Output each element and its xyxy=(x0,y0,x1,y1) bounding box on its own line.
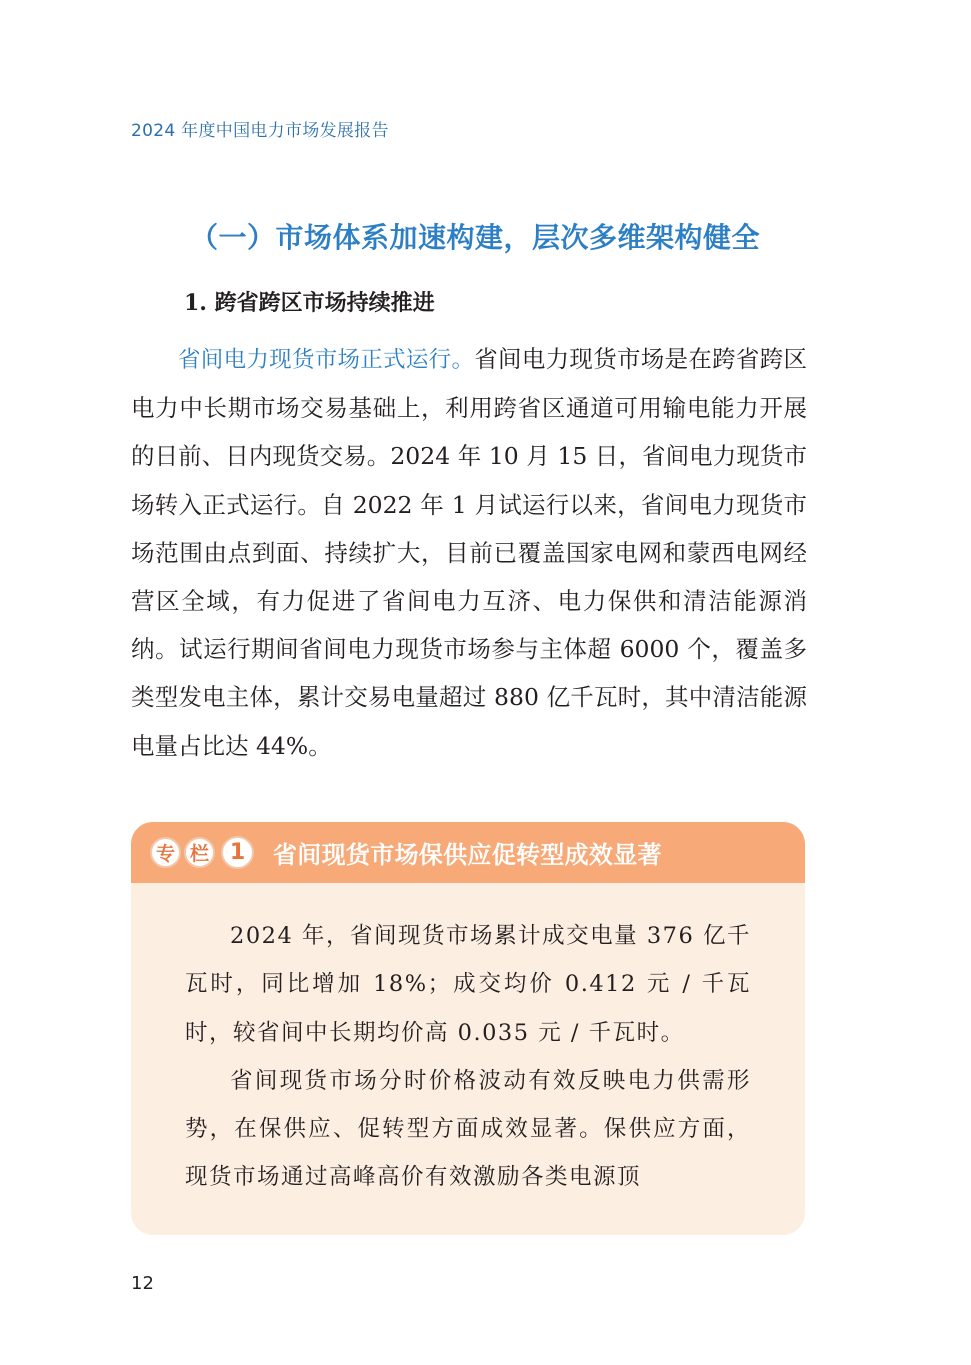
paragraph-text: 省间电力现货市场是在跨省跨区电力中长期市场交易基础上，利用跨省区通道可用输电能力开展的日前、日内现货交易。2024 年 10 月 15 日，省间电力现货市场转入正式运行。自 2022 年 1 月试运行以来，省间电力现货市场范围由点到面、持续扩大，目前已覆盖国家电网和蒙西电网经营区全域，有力促进了省间电力互济、电力保供和清洁能源消纳。试运行期间省间电力现货市场参与主体超 6000 个，覆盖多类型发电主体，累计交易电量超过 880 亿千瓦时，其中清洁能源电量占比达 44%。 xyxy=(131,345,807,760)
running-header: 2024 年度中国电力市场发展报告 xyxy=(131,121,389,141)
body-paragraph xyxy=(131,335,807,770)
badge-char-lan: 栏 xyxy=(184,837,215,868)
sidebar-box xyxy=(131,822,805,1235)
sidebar-title: 省间现货市场保供应促转型成效显著 xyxy=(273,841,662,869)
badge-number: 1 xyxy=(221,836,254,869)
sidebar-badge xyxy=(150,836,257,869)
section-title: （一）市场体系加速构建，层次多维架构健全 xyxy=(190,221,761,254)
paragraph-lead: 省间电力现货市场正式运行。 xyxy=(178,347,475,373)
sidebar-paragraph-2: 省间现货市场分时价格波动有效反映电力供需形势，在保供应、促转型方面成效显著。保供应方面，现货市场通过高峰高价有效激励各类电源顶 xyxy=(185,1067,751,1191)
subsection-title: 1. 跨省跨区市场持续推进 xyxy=(184,290,435,316)
sidebar-header xyxy=(131,822,805,883)
sidebar-body xyxy=(185,912,751,1202)
page-number: 12 xyxy=(131,1273,154,1294)
sidebar-paragraph-1: 2024 年，省间现货市场累计成交电量 376 亿千瓦时，同比增加 18%；成交均价 0.412 元 / 千瓦时，较省间中长期均价高 0.035 元 / 千瓦时。 xyxy=(185,923,751,1046)
badge-char-zhuan: 专 xyxy=(150,837,181,868)
